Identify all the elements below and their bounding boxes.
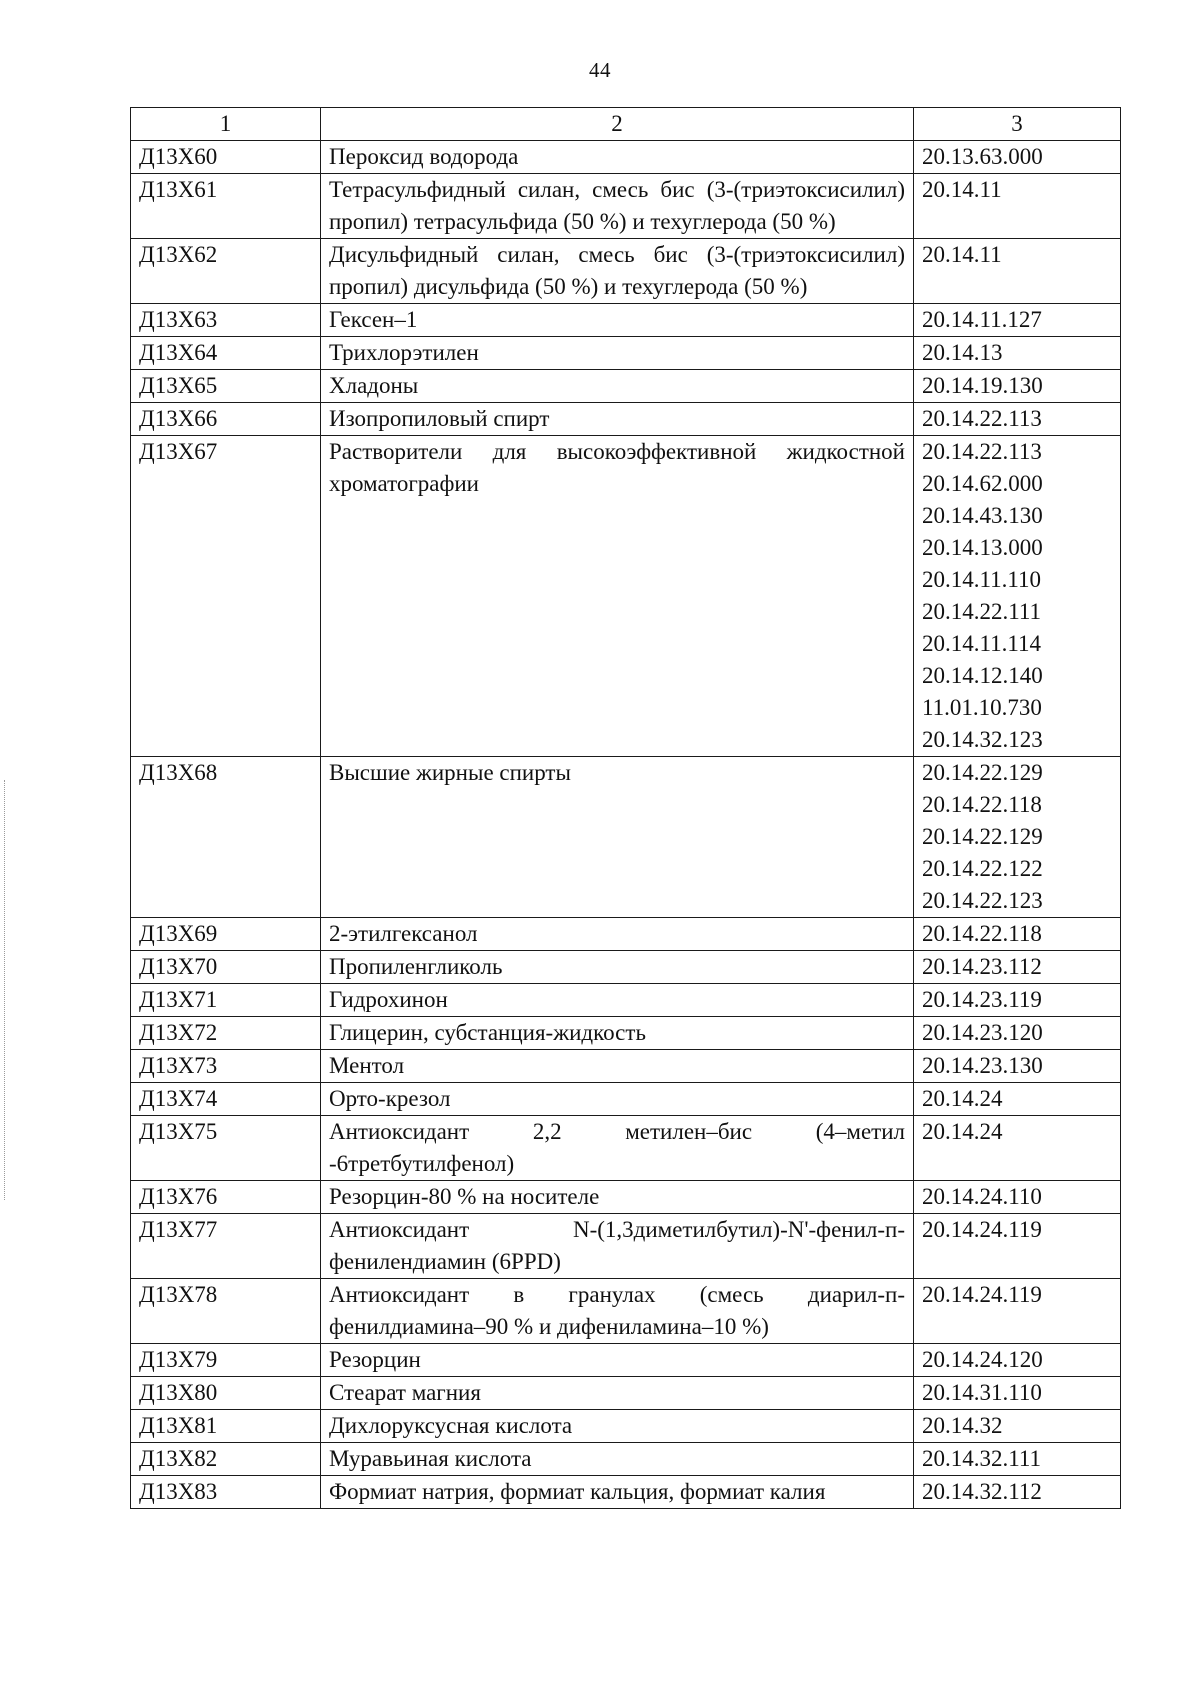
okpd-code: 20.14.31.110 xyxy=(922,1380,1042,1405)
okpd-codes xyxy=(914,1181,1121,1214)
okpd-codes xyxy=(914,1017,1121,1050)
okpd-code: 20.14.62.000 xyxy=(922,471,1043,496)
item-code: Д13Х83 xyxy=(131,1476,321,1509)
item-code: Д13Х71 xyxy=(131,984,321,1017)
item-name: 2-этилгексанол xyxy=(321,918,914,951)
okpd-code: 20.14.24.119 xyxy=(922,1217,1042,1242)
column-header-3: 3 xyxy=(914,108,1121,141)
okpd-code: 20.14.22.113 xyxy=(922,406,1042,431)
item-code: Д13Х70 xyxy=(131,951,321,984)
table-body xyxy=(131,141,1121,1509)
okpd-code: 11.01.10.730 xyxy=(922,695,1042,720)
table-row xyxy=(131,174,1121,239)
item-code: Д13Х72 xyxy=(131,1017,321,1050)
item-code: Д13Х80 xyxy=(131,1377,321,1410)
item-name: Гексен–1 xyxy=(321,304,914,337)
okpd-code: 20.14.24.110 xyxy=(922,1184,1042,1209)
item-code: Д13Х76 xyxy=(131,1181,321,1214)
okpd-code: 20.14.11 xyxy=(922,177,1002,202)
okpd-code: 20.14.22.111 xyxy=(922,599,1042,624)
table-row xyxy=(131,1181,1121,1214)
item-code: Д13Х82 xyxy=(131,1443,321,1476)
okpd-code: 20.14.32.111 xyxy=(922,1446,1042,1471)
okpd-codes xyxy=(914,436,1121,757)
okpd-code: 20.14.13 xyxy=(922,340,1003,365)
table-row xyxy=(131,918,1121,951)
item-name: Резорцин xyxy=(321,1344,914,1377)
okpd-code: 20.14.11.110 xyxy=(922,567,1042,592)
item-code: Д13Х67 xyxy=(131,436,321,757)
okpd-code: 20.14.43.130 xyxy=(922,503,1043,528)
item-name: Антиоксидант в гранулах (смесь диарил-п-фенилдиамина–90 % и дифениламина–10 %) xyxy=(321,1279,914,1344)
okpd-code: 20.14.24 xyxy=(922,1086,1003,1111)
table-row xyxy=(131,1377,1121,1410)
okpd-code: 20.14.24.119 xyxy=(922,1282,1042,1307)
okpd-codes xyxy=(914,1279,1121,1344)
table-row xyxy=(131,757,1121,918)
okpd-codes xyxy=(914,1083,1121,1116)
item-code: Д13Х61 xyxy=(131,174,321,239)
item-name: Стеарат магния xyxy=(321,1377,914,1410)
okpd-code: 20.14.22.122 xyxy=(922,856,1043,881)
okpd-code: 20.14.24.120 xyxy=(922,1347,1043,1372)
item-name: Изопропиловый спирт xyxy=(321,403,914,436)
table-row xyxy=(131,239,1121,304)
table-row xyxy=(131,1214,1121,1279)
table-row xyxy=(131,141,1121,174)
item-code: Д13Х74 xyxy=(131,1083,321,1116)
okpd-code: 20.14.19.130 xyxy=(922,373,1043,398)
okpd-codes xyxy=(914,141,1121,174)
okpd-codes xyxy=(914,1410,1121,1443)
item-code: Д13Х63 xyxy=(131,304,321,337)
item-code: Д13Х81 xyxy=(131,1410,321,1443)
table-row xyxy=(131,1017,1121,1050)
okpd-codes xyxy=(914,984,1121,1017)
table-row xyxy=(131,1116,1121,1181)
item-name: Муравьиная кислота xyxy=(321,1443,914,1476)
item-name: Глицерин, субстанция-жидкость xyxy=(321,1017,914,1050)
item-name: Антиоксидант 2,2 метилен–бис (4–метил -6третбутилфенол) xyxy=(321,1116,914,1181)
okpd-code: 20.14.11.127 xyxy=(922,307,1042,332)
okpd-codes xyxy=(914,174,1121,239)
page-number: 44 xyxy=(589,58,611,82)
okpd-code: 20.14.11 xyxy=(922,242,1002,267)
substances-table xyxy=(130,107,1121,1509)
table-row xyxy=(131,1050,1121,1083)
table-row xyxy=(131,304,1121,337)
item-code: Д13Х62 xyxy=(131,239,321,304)
okpd-codes xyxy=(914,1476,1121,1509)
item-name: Дисульфидный силан, смесь бис (3-(триэтоксисилил) пропил) дисульфида (50 %) и техуглерода (50 %) xyxy=(321,239,914,304)
scan-edge-marks xyxy=(4,780,7,1200)
item-code: Д13Х69 xyxy=(131,918,321,951)
item-name: Орто-крезол xyxy=(321,1083,914,1116)
okpd-code: 20.14.23.130 xyxy=(922,1053,1043,1078)
okpd-code: 20.13.63.000 xyxy=(922,144,1043,169)
okpd-code: 20.14.24 xyxy=(922,1119,1003,1144)
item-code: Д13Х79 xyxy=(131,1344,321,1377)
okpd-code: 20.14.23.120 xyxy=(922,1020,1043,1045)
table-row xyxy=(131,984,1121,1017)
item-name: Антиоксидант N-(1,3диметилбутил)-N'-фенил-п-фенилендиамин (6PPD) xyxy=(321,1214,914,1279)
table-row xyxy=(131,436,1121,757)
okpd-code: 20.14.32 xyxy=(922,1413,1003,1438)
table-row xyxy=(131,1083,1121,1116)
column-header-2: 2 xyxy=(321,108,914,141)
okpd-codes xyxy=(914,403,1121,436)
item-name: Формиат натрия, формиат кальция, формиат калия xyxy=(321,1476,914,1509)
table-row xyxy=(131,403,1121,436)
table-row xyxy=(131,337,1121,370)
item-name: Гидрохинон xyxy=(321,984,914,1017)
okpd-codes xyxy=(914,1050,1121,1083)
okpd-code: 20.14.32.112 xyxy=(922,1479,1042,1504)
table-row xyxy=(131,1443,1121,1476)
okpd-codes xyxy=(914,239,1121,304)
table-row xyxy=(131,1476,1121,1509)
okpd-code: 20.14.22.113 xyxy=(922,439,1042,464)
item-name: Резорцин-80 % на носителе xyxy=(321,1181,914,1214)
okpd-codes xyxy=(914,951,1121,984)
okpd-codes xyxy=(914,304,1121,337)
okpd-codes xyxy=(914,1344,1121,1377)
item-name: Тетрасульфидный силан, смесь бис (3-(триэтоксисилил) пропил) тетрасульфида (50 %) и техуглерода (50 %) xyxy=(321,174,914,239)
okpd-code: 20.14.22.118 xyxy=(922,792,1042,817)
item-name: Растворители для высокоэффективной жидкостной хроматографии xyxy=(321,436,914,757)
okpd-codes xyxy=(914,1116,1121,1181)
item-code: Д13Х73 xyxy=(131,1050,321,1083)
item-code: Д13Х60 xyxy=(131,141,321,174)
okpd-codes xyxy=(914,370,1121,403)
okpd-codes xyxy=(914,1214,1121,1279)
okpd-code: 20.14.22.123 xyxy=(922,888,1043,913)
okpd-code: 20.14.22.129 xyxy=(922,760,1043,785)
item-name: Высшие жирные спирты xyxy=(321,757,914,918)
table-header-row xyxy=(131,108,1121,141)
okpd-code: 20.14.12.140 xyxy=(922,663,1043,688)
table-row xyxy=(131,1344,1121,1377)
item-name: Пероксид водорода xyxy=(321,141,914,174)
okpd-code: 20.14.22.129 xyxy=(922,824,1043,849)
item-name: Дихлоруксусная кислота xyxy=(321,1410,914,1443)
item-code: Д13Х66 xyxy=(131,403,321,436)
item-name: Ментол xyxy=(321,1050,914,1083)
item-code: Д13Х75 xyxy=(131,1116,321,1181)
column-header-1: 1 xyxy=(131,108,321,141)
okpd-codes xyxy=(914,1443,1121,1476)
item-name: Пропиленгликоль xyxy=(321,951,914,984)
item-name: Трихлорэтилен xyxy=(321,337,914,370)
table-row xyxy=(131,1279,1121,1344)
okpd-codes xyxy=(914,918,1121,951)
table-row xyxy=(131,951,1121,984)
item-code: Д13Х65 xyxy=(131,370,321,403)
okpd-code: 20.14.32.123 xyxy=(922,727,1043,752)
okpd-code: 20.14.23.112 xyxy=(922,954,1042,979)
okpd-codes xyxy=(914,1377,1121,1410)
item-code: Д13Х78 xyxy=(131,1279,321,1344)
item-code: Д13Х68 xyxy=(131,757,321,918)
okpd-codes xyxy=(914,757,1121,918)
item-name: Хладоны xyxy=(321,370,914,403)
okpd-code: 20.14.13.000 xyxy=(922,535,1043,560)
okpd-code: 20.14.23.119 xyxy=(922,987,1042,1012)
table-row xyxy=(131,370,1121,403)
okpd-code: 20.14.11.114 xyxy=(922,631,1042,656)
item-code: Д13Х64 xyxy=(131,337,321,370)
okpd-code: 20.14.22.118 xyxy=(922,921,1042,946)
item-code: Д13Х77 xyxy=(131,1214,321,1279)
okpd-codes xyxy=(914,337,1121,370)
table-row xyxy=(131,1410,1121,1443)
